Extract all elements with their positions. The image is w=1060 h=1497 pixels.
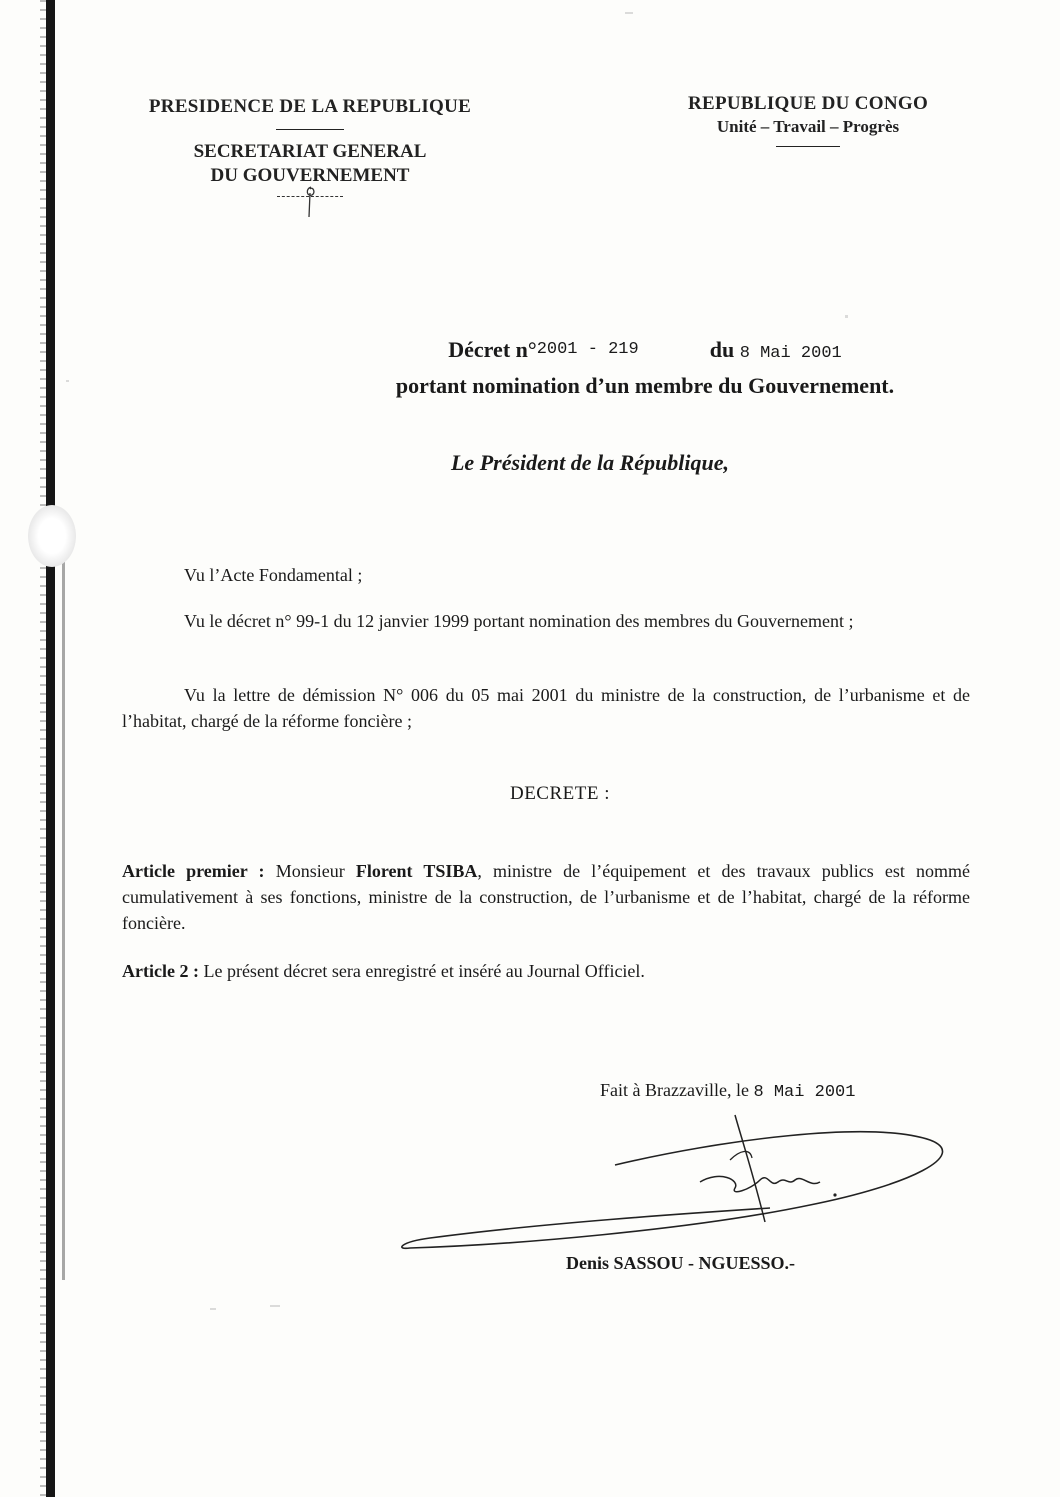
closing-date: 8 Mai 2001 [753, 1083, 856, 1102]
article-1-label: Article premier : [122, 861, 265, 881]
scan-binding-edge [22, 0, 68, 1497]
article-2-text: Le présent décret sera enregistré et inséré au Journal Officiel. [203, 961, 645, 981]
secretariat-label: SECRETARIAT GENERAL [193, 141, 427, 162]
consideration-3: Vu la lettre de démission N° 006 du 05 mai 2001 du ministre de la construction, de l’urbanisme et de l’habitat, chargé de la réforme foncière ; [122, 685, 970, 731]
place-and-date [600, 1080, 950, 1102]
presidency-label: PRESIDENCE DE LA REPUBLIQUE [148, 96, 472, 117]
decree-number: 2001 - 219 [536, 340, 639, 359]
government-label: DU GOUVERNEMENT [210, 165, 410, 186]
header-divider [276, 129, 344, 130]
president-heading: Le Président de la République, [450, 450, 730, 475]
initial-mark [277, 196, 343, 197]
header-right [628, 92, 988, 157]
decrete-heading: DECRETE : [509, 783, 611, 804]
consideration-1: Vu l’Acte Fondamental ; [184, 565, 363, 585]
punch-hole [28, 505, 76, 567]
republic-label: REPUBLIQUE DU CONGO [687, 93, 929, 114]
article-1-text-after: , ministre de l’équipement et des travaux publics est nommé cumulativement à ses fonctions, ministre de la construction, de l’urbanisme et de l’habitat, chargé de la réforme foncière. [122, 861, 970, 933]
decree-date: 8 Mai 2001 [739, 344, 842, 363]
closing-place: Fait à Brazzaville, le [600, 1080, 749, 1100]
header-divider-right [776, 146, 840, 147]
appointee-name: Florent TSIBA [355, 861, 478, 881]
article-2-label: Article 2 : [122, 961, 199, 981]
decree-prefix: Décret n° [448, 337, 537, 362]
article-premier [122, 858, 970, 936]
decree-date-prefix: du [709, 337, 735, 362]
decree-subject: portant nomination d’un membre du Gouvernement. [395, 373, 895, 398]
initials-stroke [297, 183, 327, 219]
republic-motto: Unité – Travail – Progrès [716, 117, 900, 136]
decree-title [345, 335, 945, 401]
signatory-name: Denis SASSOU - NGUESSO.- [566, 1253, 796, 1273]
handwritten-signature [390, 1100, 950, 1270]
article-1-text-before: Monsieur [275, 861, 345, 881]
article-2 [122, 958, 970, 984]
header-left [120, 95, 500, 197]
consideration-2: Vu le décret n° 99-1 du 12 janvier 1999 portant nomination des membres du Gouvernement ; [184, 611, 854, 631]
